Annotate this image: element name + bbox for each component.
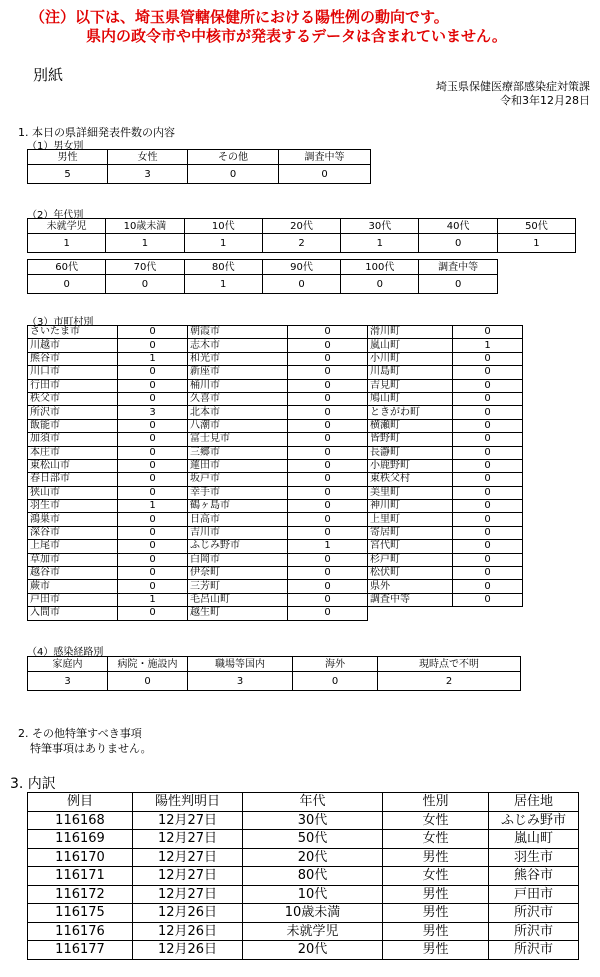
city-name: 朝霞市 [188,326,288,339]
city-count: 0 [118,379,188,392]
city-name: 日高市 [188,513,288,526]
city-count: 0 [118,473,188,486]
detail-cell: 未就学児 [243,922,383,941]
city-table [27,325,523,621]
detail-cell: 50代 [243,830,383,849]
city-name: 所沢市 [28,406,118,419]
issuer [436,80,590,108]
detail-cell: 12月27日 [133,848,243,867]
city-count: 0 [118,513,188,526]
city-count: 0 [453,500,523,513]
city-count: 0 [453,379,523,392]
route-title: （4）感染経路別 [27,647,104,658]
city-name: 坂戸市 [188,473,288,486]
city-count: 0 [118,433,188,446]
city-name: 入間市 [28,607,118,620]
city-name: 伊奈町 [188,567,288,580]
age-header: 70代 [106,260,184,275]
route-header: 現時点で不明 [378,657,521,672]
city-row [28,513,523,526]
age-value: 0 [106,275,184,294]
city-name: 深谷市 [28,526,118,539]
section2-body: 特筆事項はありません。 [30,742,152,755]
attachment-label: 別紙 [33,66,64,84]
city-count: 0 [453,526,523,539]
city-row [28,419,523,432]
detail-cell: 12月27日 [133,885,243,904]
city-row [28,567,523,580]
detail-cell: 116170 [28,848,133,867]
city-count: 0 [288,513,368,526]
city-name: 吉見町 [368,379,453,392]
city-name: 鶴ヶ島市 [188,500,288,513]
city-name: 越谷市 [28,567,118,580]
gender-value: 0 [188,165,279,184]
detail-cell: 20代 [243,941,383,960]
city-name: 上里町 [368,513,453,526]
city-row [28,593,523,606]
detail-cell: 所沢市 [489,941,579,960]
city-name: 皆野町 [368,433,453,446]
age-value: 2 [262,234,340,253]
city-name: 毛呂山町 [188,593,288,606]
city-count: 0 [453,392,523,405]
city-row [28,446,523,459]
detail-cell: 女性 [383,867,489,886]
city-name: 戸田市 [28,593,118,606]
city-count: 0 [118,607,188,620]
city-count: 0 [288,526,368,539]
detail-cell: 女性 [383,830,489,849]
city-count: 0 [453,593,523,606]
city-name: さいたま市 [28,326,118,339]
detail-header-row [28,793,579,812]
city-name: 三芳町 [188,580,288,593]
city-count: 0 [288,326,368,339]
city-name: 秩父市 [28,392,118,405]
age-value: 0 [419,275,497,294]
gender-header: 調査中等 [279,150,371,165]
city-name: 杉戸町 [368,553,453,566]
city-count: 0 [288,593,368,606]
gender-header: その他 [188,150,279,165]
detail-cell: 男性 [383,904,489,923]
city-name: 調査中等 [368,593,453,606]
detail-cell: 116177 [28,941,133,960]
issuer-dept: 埼玉県保健医療部感染症対策課 [436,80,590,93]
city-name: 白岡市 [188,553,288,566]
city-name: 越生町 [188,607,288,620]
city-count: 0 [118,540,188,553]
city-count: 0 [288,580,368,593]
city-count: 0 [118,339,188,352]
route-value: 3 [28,672,108,691]
city-count: 0 [118,526,188,539]
city-count: 0 [118,446,188,459]
table-row [28,904,579,923]
detail-cell: 80代 [243,867,383,886]
city-name: ときがわ町 [368,406,453,419]
empty-cell [368,607,523,620]
age-value: 0 [341,275,419,294]
detail-cell: 116169 [28,830,133,849]
detail-cell: 嵐山町 [489,830,579,849]
detail-cell: 12月27日 [133,867,243,886]
age-header: 50代 [497,219,575,234]
city-count: 0 [288,607,368,620]
city-count: 1 [118,352,188,365]
city-name: 行田市 [28,379,118,392]
city-count: 0 [288,473,368,486]
city-count: 0 [453,433,523,446]
issuer-date: 令和3年12月28日 [500,94,590,107]
section2-title: 2. その他特筆すべき事項 [18,727,142,740]
city-name: 鴻巣市 [28,513,118,526]
city-count: 0 [288,500,368,513]
city-count: 0 [453,553,523,566]
city-name: 川口市 [28,366,118,379]
city-count: 0 [118,392,188,405]
city-name: 神川町 [368,500,453,513]
table-row [28,867,579,886]
city-name: 東松山市 [28,459,118,472]
age-value-row [28,234,576,253]
city-count: 0 [288,406,368,419]
city-row [28,406,523,419]
age-value: 1 [184,234,262,253]
detail-cell: 116171 [28,867,133,886]
age-value: 1 [497,234,575,253]
city-count: 0 [118,553,188,566]
detail-cell: 116172 [28,885,133,904]
city-name: 八潮市 [188,419,288,432]
city-count: 0 [288,366,368,379]
age-header: 30代 [341,219,419,234]
route-header: 海外 [293,657,378,672]
city-row [28,366,523,379]
route-header: 病院・施設内 [108,657,188,672]
city-count: 0 [118,419,188,432]
age-title: （2）年代別 [27,210,84,221]
city-name: 飯能市 [28,419,118,432]
detail-cell: 116168 [28,811,133,830]
city-name: 寄居町 [368,526,453,539]
city-name: 小川町 [368,352,453,365]
city-name: 幸手市 [188,486,288,499]
age-value: 1 [28,234,106,253]
detail-cell: 女性 [383,811,489,830]
age-table-row2 [27,259,498,294]
gender-title: （1）男女別 [27,141,84,152]
age-header: 10代 [184,219,262,234]
city-count: 0 [288,392,368,405]
age-header-row [28,260,498,275]
age-header: 40代 [419,219,497,234]
city-row [28,433,523,446]
route-value: 0 [108,672,188,691]
gender-table [27,149,371,184]
route-value: 2 [378,672,521,691]
city-count: 0 [288,339,368,352]
city-name: 川越市 [28,339,118,352]
city-count: 0 [453,352,523,365]
detail-cell: 男性 [383,848,489,867]
detail-cell: 所沢市 [489,904,579,923]
city-name: 滑川町 [368,326,453,339]
city-row [28,379,523,392]
city-count: 3 [118,406,188,419]
gender-value: 0 [279,165,371,184]
age-header: 100代 [341,260,419,275]
city-name: 羽生市 [28,500,118,513]
city-name: ふじみ野市 [188,540,288,553]
city-name: 川島町 [368,366,453,379]
route-value-row [28,672,521,691]
city-name: 東秩父村 [368,473,453,486]
city-name: 北本市 [188,406,288,419]
detail-header: 陽性判明日 [133,793,243,812]
city-row [28,459,523,472]
city-count: 0 [288,419,368,432]
city-count: 0 [453,406,523,419]
detail-cell: 10代 [243,885,383,904]
city-count: 0 [453,366,523,379]
city-count: 1 [118,593,188,606]
age-table-row1 [27,218,576,253]
gender-value-row [28,165,371,184]
table-row [28,830,579,849]
city-name: 上尾市 [28,540,118,553]
city-name: 嵐山町 [368,339,453,352]
city-name: 志木市 [188,339,288,352]
city-name: 宮代町 [368,540,453,553]
detail-cell: 12月27日 [133,830,243,849]
city-name: 美里町 [368,486,453,499]
city-row [28,392,523,405]
age-value-row [28,275,498,294]
detail-cell: 20代 [243,848,383,867]
detail-cell: 戸田市 [489,885,579,904]
city-count: 0 [118,366,188,379]
city-name: 狭山市 [28,486,118,499]
city-count: 0 [118,459,188,472]
age-value: 1 [106,234,184,253]
city-name: 県外 [368,580,453,593]
detail-cell: 10歳未満 [243,904,383,923]
gender-header: 男性 [28,150,108,165]
route-header-row [28,657,521,672]
detail-cell: 熊谷市 [489,867,579,886]
age-header: 90代 [262,260,340,275]
city-count: 0 [453,326,523,339]
city-count: 0 [453,459,523,472]
city-name: 桶川市 [188,379,288,392]
city-row [28,473,523,486]
city-name: 春日部市 [28,473,118,486]
table-row [28,922,579,941]
route-header: 家庭内 [28,657,108,672]
section1-title: 1. 本日の県詳細発表件数の内容 [18,126,175,139]
city-count: 0 [118,567,188,580]
city-count: 0 [288,433,368,446]
notice-line1: （注）以下は、埼玉県管轄保健所における陽性例の動向です。 [30,8,449,26]
city-row [28,486,523,499]
detail-cell: 12月27日 [133,811,243,830]
age-value: 0 [419,234,497,253]
notice [30,8,590,46]
age-value: 1 [341,234,419,253]
detail-cell: 116176 [28,922,133,941]
city-row [28,500,523,513]
city-title: （3）市町村別 [27,317,94,328]
city-name: 和光市 [188,352,288,365]
city-count: 0 [288,446,368,459]
gender-header-row [28,150,371,165]
city-count: 0 [118,486,188,499]
detail-cell: ふじみ野市 [489,811,579,830]
city-count: 0 [453,473,523,486]
section3-title: 3. 内訳 [10,776,56,792]
detail-table [27,792,579,960]
city-count: 0 [453,540,523,553]
detail-header: 例目 [28,793,133,812]
city-count: 1 [118,500,188,513]
age-value: 0 [28,275,106,294]
city-count: 0 [118,580,188,593]
city-count: 1 [288,540,368,553]
detail-cell: 男性 [383,941,489,960]
city-count: 0 [288,567,368,580]
age-value: 1 [184,275,262,294]
detail-cell: 男性 [383,885,489,904]
table-row [28,941,579,960]
detail-header: 年代 [243,793,383,812]
city-name: 三郷市 [188,446,288,459]
city-name: 蓮田市 [188,459,288,472]
gender-header: 女性 [108,150,188,165]
city-count: 0 [288,553,368,566]
detail-cell: 30代 [243,811,383,830]
notice-line2: 県内の政令市や中核市が発表するデータは含まれていません。 [86,27,507,45]
age-value: 0 [262,275,340,294]
city-count: 0 [288,459,368,472]
table-row [28,848,579,867]
detail-cell: 12月26日 [133,941,243,960]
city-row [28,540,523,553]
age-header: 80代 [184,260,262,275]
city-row [28,339,523,352]
detail-cell: 男性 [383,922,489,941]
city-name: 蕨市 [28,580,118,593]
city-name: 本庄市 [28,446,118,459]
city-row [28,553,523,566]
city-count: 0 [453,580,523,593]
city-name: 新座市 [188,366,288,379]
age-header-row [28,219,576,234]
city-count: 0 [118,326,188,339]
city-name: 富士見市 [188,433,288,446]
city-row [28,607,523,620]
age-header: 未就学児 [28,219,106,234]
city-count: 1 [453,339,523,352]
city-row [28,580,523,593]
city-name: 久喜市 [188,392,288,405]
age-header: 60代 [28,260,106,275]
detail-cell: 羽生市 [489,848,579,867]
city-row [28,326,523,339]
city-name: 松伏町 [368,567,453,580]
detail-cell: 所沢市 [489,922,579,941]
city-count: 0 [453,446,523,459]
detail-header: 居住地 [489,793,579,812]
detail-cell: 12月26日 [133,922,243,941]
city-count: 0 [288,486,368,499]
city-count: 0 [453,513,523,526]
city-name: 横瀬町 [368,419,453,432]
gender-value: 5 [28,165,108,184]
route-value: 0 [293,672,378,691]
table-row [28,811,579,830]
detail-cell: 116175 [28,904,133,923]
city-count: 0 [453,567,523,580]
city-name: 長瀞町 [368,446,453,459]
detail-header: 性別 [383,793,489,812]
city-name: 鳩山町 [368,392,453,405]
city-name: 熊谷市 [28,352,118,365]
table-row [28,885,579,904]
age-header: 20代 [262,219,340,234]
city-count: 0 [453,486,523,499]
detail-cell: 12月26日 [133,904,243,923]
city-row [28,526,523,539]
route-header: 職場等国内 [188,657,293,672]
route-value: 3 [188,672,293,691]
route-table [27,656,521,691]
city-count: 0 [288,379,368,392]
gender-value: 3 [108,165,188,184]
city-count: 0 [453,419,523,432]
age-header: 10歳未満 [106,219,184,234]
city-name: 小鹿野町 [368,459,453,472]
city-count: 0 [288,352,368,365]
city-row [28,352,523,365]
city-name: 吉川市 [188,526,288,539]
age-header: 調査中等 [419,260,497,275]
city-name: 草加市 [28,553,118,566]
city-name: 加須市 [28,433,118,446]
